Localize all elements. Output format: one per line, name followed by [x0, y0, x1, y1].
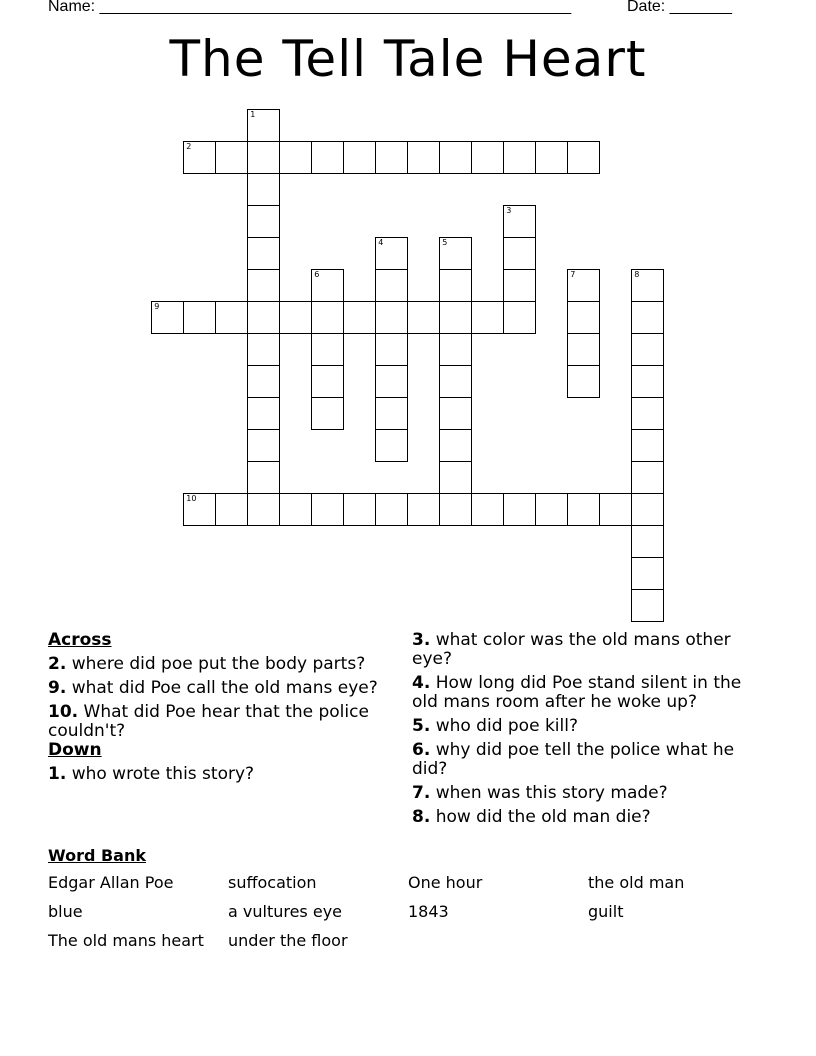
- crossword-cell[interactable]: [151, 301, 184, 334]
- crossword-cell[interactable]: [567, 333, 600, 366]
- crossword-cell[interactable]: [311, 365, 344, 398]
- crossword-cell[interactable]: [247, 493, 280, 526]
- crossword-cell[interactable]: [471, 493, 504, 526]
- crossword-cell[interactable]: [375, 301, 408, 334]
- crossword-cell[interactable]: [535, 141, 568, 174]
- word-bank-item: Edgar Allan Poe: [48, 873, 174, 892]
- clue-number-label: 10: [186, 494, 197, 504]
- crossword-cell[interactable]: [375, 141, 408, 174]
- word-bank-title: Word Bank: [48, 846, 147, 865]
- crossword-cell[interactable]: [215, 301, 248, 334]
- crossword-cell[interactable]: [439, 493, 472, 526]
- crossword-cell[interactable]: [247, 365, 280, 398]
- crossword-cell[interactable]: [247, 237, 280, 270]
- crossword-cell[interactable]: [247, 301, 280, 334]
- crossword-cell[interactable]: [631, 525, 664, 558]
- crossword-cell[interactable]: [375, 269, 408, 302]
- clue-number: 2.: [48, 654, 67, 674]
- crossword-cell[interactable]: [183, 141, 216, 174]
- clue-down-6: [412, 741, 757, 779]
- crossword-cell[interactable]: [247, 173, 280, 206]
- clue-number-label: 3: [506, 206, 512, 216]
- clue-text: What did Poe hear that the police couldn't?: [48, 702, 369, 741]
- crossword-cell[interactable]: [631, 461, 664, 494]
- crossword-cell[interactable]: [247, 109, 280, 142]
- crossword-cell[interactable]: [343, 301, 376, 334]
- clue-number: 4.: [412, 673, 431, 693]
- clue-number-label: 2: [186, 142, 192, 152]
- crossword-cell[interactable]: [503, 237, 536, 270]
- clue-down-5: [412, 717, 757, 736]
- crossword-cell[interactable]: [439, 429, 472, 462]
- crossword-cell[interactable]: [407, 493, 440, 526]
- clue-text: why did poe tell the police what he did?: [412, 740, 735, 779]
- word-bank-item: The old mans heart: [48, 931, 204, 950]
- clue-number-label: 1: [250, 110, 256, 120]
- crossword-cell[interactable]: [567, 269, 600, 302]
- clue-number: 8.: [412, 807, 431, 827]
- crossword-cell[interactable]: [503, 269, 536, 302]
- crossword-cell[interactable]: [439, 141, 472, 174]
- crossword-cell[interactable]: [311, 269, 344, 302]
- crossword-cell[interactable]: [279, 301, 312, 334]
- clues-left-column: [48, 631, 393, 789]
- crossword-cell[interactable]: [311, 397, 344, 430]
- crossword-cell[interactable]: [439, 333, 472, 366]
- clue-number-label: 4: [378, 238, 384, 248]
- clue-number: 10.: [48, 702, 79, 722]
- crossword-cell[interactable]: [631, 269, 664, 302]
- crossword-cell[interactable]: [375, 237, 408, 270]
- word-bank-item: under the floor: [228, 931, 348, 950]
- crossword-cell[interactable]: [599, 493, 632, 526]
- crossword-cell[interactable]: [311, 301, 344, 334]
- crossword-cell[interactable]: [247, 269, 280, 302]
- crossword-cell[interactable]: [631, 429, 664, 462]
- crossword-cell[interactable]: [343, 141, 376, 174]
- clue-number-label: 8: [634, 270, 640, 280]
- crossword-cell[interactable]: [407, 301, 440, 334]
- word-bank-item: guilt: [588, 902, 624, 921]
- date-field-label: Date: _______: [627, 0, 732, 15]
- across-heading: Across: [48, 630, 112, 650]
- clue-text: How long did Poe stand silent in the old mans room after he woke up?: [412, 673, 742, 712]
- name-field-label: Name: _____________________________________________________: [48, 0, 572, 15]
- clue-across-9: [48, 679, 393, 698]
- crossword-cell[interactable]: [439, 301, 472, 334]
- clue-number-label: 5: [442, 238, 448, 248]
- clue-across-10: [48, 703, 393, 741]
- crossword-cell[interactable]: [311, 333, 344, 366]
- crossword-cell[interactable]: [439, 397, 472, 430]
- down-heading: Down: [48, 740, 102, 760]
- clue-text: what color was the old mans other eye?: [412, 630, 731, 669]
- crossword-cell[interactable]: [631, 557, 664, 590]
- crossword-cell[interactable]: [439, 365, 472, 398]
- crossword-cell[interactable]: [567, 141, 600, 174]
- clue-number-label: 6: [314, 270, 320, 280]
- clue-down-3: [412, 631, 757, 669]
- word-bank-item: 1843: [408, 902, 449, 921]
- crossword-cell[interactable]: [311, 141, 344, 174]
- clue-number: 7.: [412, 783, 431, 803]
- clue-text: what did Poe call the old mans eye?: [71, 678, 378, 698]
- page-title: The Tell Tale Heart: [169, 30, 647, 88]
- crossword-cell[interactable]: [375, 493, 408, 526]
- crossword-cell[interactable]: [503, 493, 536, 526]
- clue-text: how did the old man die?: [435, 807, 651, 827]
- crossword-cell[interactable]: [247, 461, 280, 494]
- clue-number-label: 7: [570, 270, 576, 280]
- crossword-cell[interactable]: [311, 493, 344, 526]
- crossword-cell[interactable]: [407, 141, 440, 174]
- crossword-cell[interactable]: [247, 141, 280, 174]
- clue-text: where did poe put the body parts?: [71, 654, 366, 674]
- crossword-cell[interactable]: [471, 301, 504, 334]
- clue-text: who did poe kill?: [435, 716, 578, 736]
- crossword-cell[interactable]: [375, 365, 408, 398]
- crossword-cell[interactable]: [375, 397, 408, 430]
- clue-number: 6.: [412, 740, 431, 760]
- clue-down-8: [412, 808, 757, 827]
- crossword-cell[interactable]: [631, 365, 664, 398]
- clue-down-4: [412, 674, 757, 712]
- crossword-cell[interactable]: [631, 493, 664, 526]
- crossword-cell[interactable]: [567, 493, 600, 526]
- crossword-cell[interactable]: [279, 493, 312, 526]
- clue-number-label: 9: [154, 302, 160, 312]
- crossword-cell[interactable]: [247, 205, 280, 238]
- clue-text: who wrote this story?: [71, 764, 255, 784]
- clue-across-2: [48, 655, 393, 674]
- clues-right-column: [412, 631, 757, 832]
- word-bank-item: the old man: [588, 873, 685, 892]
- crossword-cell[interactable]: [631, 589, 664, 622]
- crossword-cell[interactable]: [439, 461, 472, 494]
- crossword-cell[interactable]: [183, 493, 216, 526]
- word-bank-item: blue: [48, 902, 83, 921]
- crossword-cell[interactable]: [567, 301, 600, 334]
- crossword-cell[interactable]: [503, 301, 536, 334]
- word-bank: [48, 873, 788, 951]
- crossword-cell[interactable]: [183, 301, 216, 334]
- clue-number: 9.: [48, 678, 67, 698]
- crossword-cell[interactable]: [215, 141, 248, 174]
- word-bank-item: a vultures eye: [228, 902, 343, 921]
- word-bank-item: One hour: [408, 873, 483, 892]
- clue-number: 1.: [48, 764, 67, 784]
- crossword-cell[interactable]: [247, 429, 280, 462]
- crossword-cell[interactable]: [279, 141, 312, 174]
- clue-down-7: [412, 784, 757, 803]
- crossword-cell[interactable]: [471, 141, 504, 174]
- crossword-cell[interactable]: [439, 237, 472, 270]
- crossword-cell[interactable]: [247, 333, 280, 366]
- crossword-cell[interactable]: [535, 493, 568, 526]
- crossword-cell[interactable]: [631, 333, 664, 366]
- crossword-cell[interactable]: [631, 301, 664, 334]
- crossword-cell[interactable]: [503, 205, 536, 238]
- crossword-cell[interactable]: [247, 397, 280, 430]
- crossword-cell[interactable]: [439, 269, 472, 302]
- crossword-cell[interactable]: [343, 493, 376, 526]
- crossword-cell[interactable]: [567, 365, 600, 398]
- clue-number: 3.: [412, 630, 431, 650]
- word-bank-item: suffocation: [228, 873, 317, 892]
- crossword-cell[interactable]: [503, 141, 536, 174]
- crossword-cell[interactable]: [631, 397, 664, 430]
- crossword-cell[interactable]: [215, 493, 248, 526]
- clue-down-1: [48, 765, 393, 784]
- crossword-cell[interactable]: [375, 429, 408, 462]
- crossword-cell[interactable]: [375, 333, 408, 366]
- clue-number: 5.: [412, 716, 431, 736]
- clue-text: when was this story made?: [435, 783, 668, 803]
